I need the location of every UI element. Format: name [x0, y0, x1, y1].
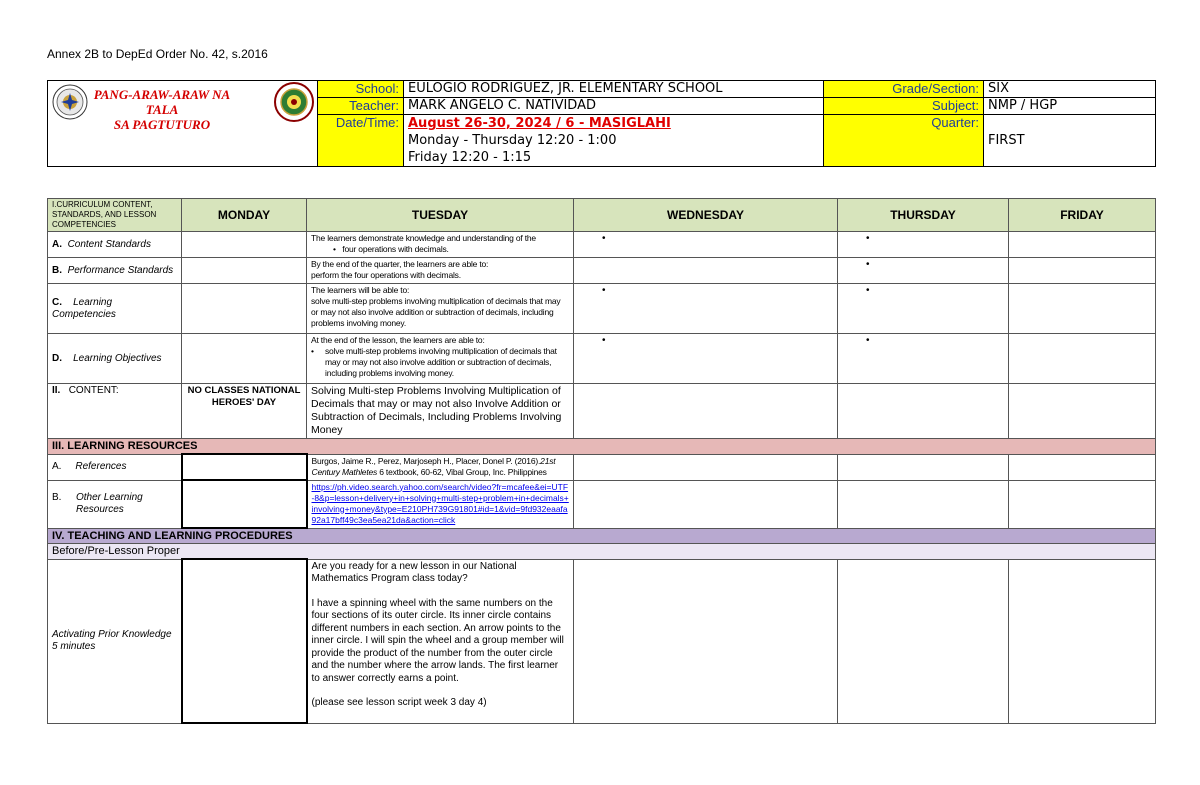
- monday-header: MONDAY: [182, 199, 307, 232]
- performance-standards-row: [48, 258, 1156, 284]
- teacher-value: MARK ANGELO C. NATIVIDAD: [404, 98, 824, 115]
- tuesday-references: [307, 454, 574, 480]
- header-table: [47, 80, 1156, 167]
- book-title: 21st Century Mathletes: [311, 455, 556, 477]
- curriculum-header: I.CURRICULUM CONTENT, STANDARDS, AND LESSON COMPETENCIES: [48, 199, 182, 232]
- activity-duration: 5 minutes: [52, 641, 96, 652]
- other-resources-label: [48, 480, 182, 528]
- thursday-cell: [838, 454, 1009, 480]
- tuesday-cell: [307, 334, 574, 384]
- wednesday-header: WEDNESDAY: [574, 199, 838, 232]
- tuesday-content: Solving Multi-step Problems Involving Multiplication of Decimals that may or may not also Involve Addition or Subtraction of Decimals, Including Problems Involving Money: [307, 384, 574, 439]
- tlp-row: [48, 528, 1156, 544]
- monday-cell: [182, 258, 307, 284]
- friday-cell: [1009, 232, 1156, 258]
- monday-cell: [182, 454, 307, 480]
- cell-text: The learners demonstrate knowledge and understanding of the: [311, 233, 536, 243]
- annex-reference: Annex 2B to DepEd Order No. 42, s.2016: [47, 47, 268, 61]
- content-standards-row: [48, 232, 1156, 258]
- column-header-row: [48, 199, 1156, 232]
- tuesday-cell: [307, 232, 574, 258]
- row-letter: B.: [52, 492, 62, 503]
- label-wrap: [52, 492, 177, 516]
- monday-no-classes: NO CLASSES NATIONAL HEROES' DAY: [182, 384, 307, 439]
- activity-paragraph-3: (please see lesson script week 3 day 4): [311, 697, 487, 708]
- wednesday-cell: [574, 384, 838, 439]
- activity-name: Activating Prior Knowledge: [52, 629, 172, 640]
- monday-cell: [182, 334, 307, 384]
- thursday-cell: •: [838, 258, 1009, 284]
- bullet-icon: •: [311, 346, 314, 356]
- row-label: Learning Competencies: [52, 296, 116, 320]
- thursday-cell: [838, 559, 1009, 723]
- row-label: Learning Objectives: [73, 352, 162, 364]
- before-lesson-heading: Before/Pre-Lesson Proper: [48, 544, 1156, 560]
- date-time-value: [404, 115, 824, 167]
- monday-cell: [182, 559, 307, 723]
- title-line-1: PANG-ARAW-ARAW NA TALA: [93, 87, 231, 117]
- row-letter: D.: [52, 352, 62, 364]
- cell-text: solve multi-step problems involving multiplication of decimals that may or may not also involve addition or subtraction of decimals, including problems involving money.: [311, 296, 561, 328]
- spacer: [312, 586, 570, 598]
- monday-cell: [182, 232, 307, 258]
- deped-seal-icon: [52, 84, 88, 120]
- row-letter: II.: [52, 385, 61, 396]
- activating-row: [48, 559, 1156, 723]
- references-row: [48, 454, 1156, 480]
- tuesday-activity: [307, 559, 574, 723]
- row-letter: C.: [52, 296, 62, 308]
- monday-cell: [182, 480, 307, 528]
- row-letter: B.: [52, 264, 62, 276]
- wednesday-cell: [574, 480, 838, 528]
- tuesday-header: TUESDAY: [307, 199, 574, 232]
- friday-cell: [1009, 480, 1156, 528]
- cell-text: At the end of the lesson, the learners are able to:: [311, 335, 485, 345]
- resource-link[interactable]: https://ph.video.search.yahoo.com/search/video?fr=mcafee&ei=UTF-8&p=lesson+delivery+in+solving+multi-step+problem+in+decimals+involving+money&type=E210PH739G91801#id=1&vid=9fd932eaafa92a17bff49c3ea5ea21da&action=click: [307, 480, 574, 528]
- row-label: Performance Standards: [67, 264, 174, 276]
- content-row: [48, 384, 1156, 439]
- header-logo-cell: [48, 81, 318, 167]
- cell-text: The learners will be able to:: [311, 285, 410, 295]
- row-label: CONTENT:: [68, 385, 119, 396]
- spacer: [312, 685, 570, 697]
- performance-standards-label: [48, 258, 182, 284]
- page-title: [92, 87, 232, 132]
- tuesday-cell: [307, 284, 574, 334]
- date-value: August 26-30, 2024 / 6 - MASIGLAHI: [408, 116, 671, 131]
- lesson-plan-table: [47, 198, 1156, 724]
- row-letter: A.: [52, 238, 62, 250]
- thursday-header: THURSDAY: [838, 199, 1009, 232]
- school-seal-icon: [274, 82, 314, 122]
- tuesday-cell: [307, 258, 574, 284]
- grade-value: SIX: [984, 81, 1156, 98]
- time-fri: Friday 12:20 - 1:15: [408, 150, 532, 165]
- cell-bullet-text: [311, 346, 569, 379]
- activating-label: [48, 559, 182, 723]
- bullet-icon: •: [333, 244, 336, 254]
- monday-cell: [182, 284, 307, 334]
- thursday-cell: •: [838, 334, 1009, 384]
- friday-cell: [1009, 284, 1156, 334]
- learning-objectives-label: [48, 334, 182, 384]
- row-label: Content Standards: [67, 238, 151, 250]
- school-value: EULOGIO RODRIGUEZ, JR. ELEMENTARY SCHOOL: [404, 81, 824, 98]
- thursday-cell: •: [838, 232, 1009, 258]
- row-label: Other Learning Resources: [76, 492, 143, 515]
- other-resources-row: [48, 480, 1156, 528]
- learning-competencies-row: [48, 284, 1156, 334]
- cell-bullet-text: [311, 244, 569, 255]
- friday-cell: [1009, 559, 1156, 723]
- friday-cell: [1009, 384, 1156, 439]
- wednesday-cell: •: [574, 334, 838, 384]
- wednesday-cell: [574, 258, 838, 284]
- learning-competencies-label: [48, 284, 182, 334]
- content-standards-label: [48, 232, 182, 258]
- cell-text: By the end of the quarter, the learners are able to:: [311, 259, 489, 269]
- cell-text: solve multi-step problems involving multiplication of decimals that may or may not also involve addition or subtraction of decimals, including problems involving money.: [325, 346, 557, 378]
- school-label: School:: [318, 81, 404, 98]
- activity-paragraph-2: I have a spinning wheel with the same numbers on the four sections of its outer circle. Its inner circle contains different numbers in each section. An arrow points to the inner circle. I will spin the wheel and a group member will provide the product of the number from the outer circle and the number where the arrow lands. The first learner to answer correctly earns a point.: [311, 597, 564, 684]
- friday-cell: [1009, 334, 1156, 384]
- thursday-cell: [838, 384, 1009, 439]
- teacher-label: Teacher:: [318, 98, 404, 115]
- content-label: [48, 384, 182, 439]
- learning-resources-row: [48, 439, 1156, 455]
- thursday-cell: [838, 480, 1009, 528]
- wednesday-cell: •: [574, 284, 838, 334]
- learning-resources-heading: III. LEARNING RESOURCES: [48, 439, 1156, 455]
- tlp-heading: IV. TEACHING AND LEARNING PROCEDURES: [48, 528, 1156, 544]
- wednesday-cell: [574, 559, 838, 723]
- before-row: [48, 544, 1156, 560]
- friday-cell: [1009, 454, 1156, 480]
- wednesday-cell: •: [574, 232, 838, 258]
- thursday-cell: •: [838, 284, 1009, 334]
- cell-text: four operations with decimals.: [342, 244, 449, 254]
- row-label: References: [75, 461, 127, 472]
- quarter-value: FIRST: [984, 115, 1156, 167]
- subject-value: NMP / HGP: [984, 98, 1156, 115]
- friday-cell: [1009, 258, 1156, 284]
- subject-label: Subject:: [824, 98, 984, 115]
- grade-label: Grade/Section:: [824, 81, 984, 98]
- references-label: [48, 454, 182, 480]
- learning-objectives-row: [48, 334, 1156, 384]
- cell-text: Burgos, Jaime R., Perez, Marjoseph H., Placer, Donel P. (2016).: [311, 455, 541, 466]
- friday-header: FRIDAY: [1009, 199, 1156, 232]
- cell-text: 6 textbook, 60-62, Vibal Group, Inc. Philippines: [377, 466, 547, 477]
- row-letter: A.: [52, 461, 62, 472]
- cell-text: perform the four operations with decimals.: [311, 270, 461, 280]
- quarter-label: Quarter:: [824, 115, 984, 167]
- date-label: Date/Time:: [318, 115, 404, 167]
- time-mon-thu: Monday - Thursday 12:20 - 1:00: [408, 133, 617, 148]
- title-line-2: SA PAGTUTURO: [113, 117, 211, 132]
- wednesday-cell: [574, 454, 838, 480]
- activity-paragraph-1: Are you ready for a new lesson in our National Mathematics Program class today?: [311, 560, 517, 584]
